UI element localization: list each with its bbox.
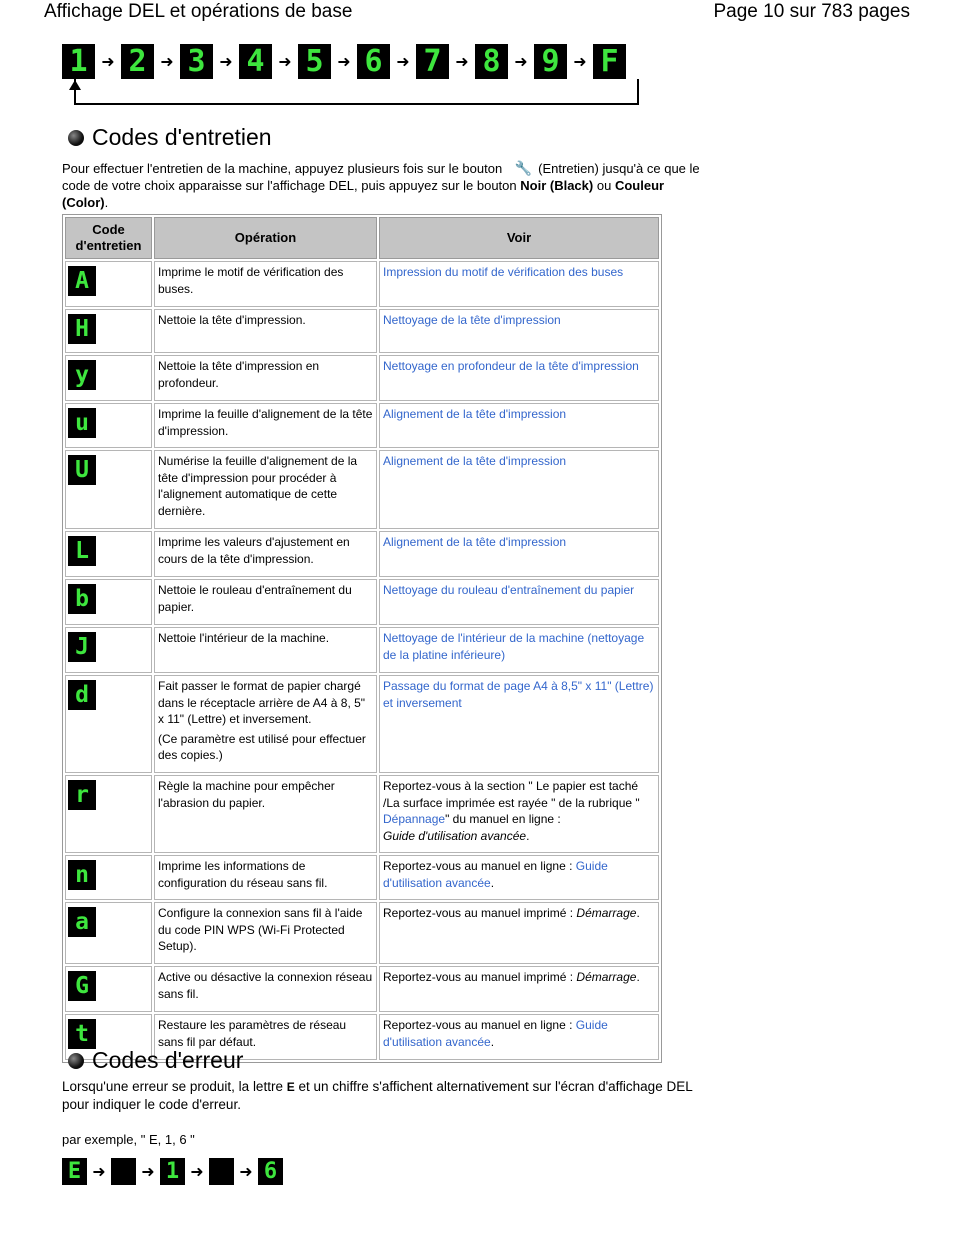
code-cell [65, 966, 152, 1012]
led-digit: E [62, 1158, 87, 1185]
code-cell [65, 579, 152, 625]
table-header-row [65, 217, 659, 259]
maintenance-code-led: a [68, 907, 96, 937]
see-text: Reportez-vous au manuel en ligne : [383, 1018, 573, 1032]
maintenance-code-led: U [68, 455, 96, 485]
led-digit: 1 [62, 44, 95, 79]
table-row [65, 403, 659, 448]
table-row [65, 450, 659, 529]
arrow-right-icon: ➜ [514, 53, 528, 71]
operation-cell [154, 675, 377, 773]
maintenance-code-led: L [68, 536, 96, 566]
maintenance-code-led: u [68, 408, 96, 438]
code-cell [65, 355, 152, 401]
bullet-icon [68, 130, 84, 146]
table-row [65, 579, 659, 625]
see-end: . [526, 828, 530, 843]
maintenance-code-led: A [68, 266, 96, 296]
operation-cell [154, 855, 377, 900]
see-end: . [490, 1034, 495, 1049]
see-link[interactable]: Nettoyage de la tête d'impression [383, 313, 561, 327]
page-header-title: Affichage DEL et opérations de base [44, 1, 353, 22]
operation-text: Imprime le motif de vérification des buses. [158, 265, 344, 296]
see-text: Reportez-vous au manuel en ligne : [383, 859, 573, 873]
table-row [65, 966, 659, 1012]
see-cell [379, 579, 659, 625]
error-title-text: Codes d'erreur [92, 1047, 244, 1073]
code-cell [65, 450, 152, 529]
operation-cell [154, 966, 377, 1012]
maintenance-section-title [68, 124, 272, 151]
operation-cell [154, 775, 377, 853]
maintenance-code-led: d [68, 680, 96, 710]
see-cell [379, 450, 659, 529]
code-cell [65, 902, 152, 964]
arrow-right-icon: ➜ [160, 53, 174, 71]
maintenance-code-led: J [68, 632, 96, 662]
see-cell [379, 902, 659, 964]
code-cell [65, 627, 152, 673]
arrow-right-icon: ➜ [396, 53, 410, 71]
see-text: " du manuel en ligne : [445, 812, 561, 826]
led-digit: 1 [160, 1158, 185, 1185]
operation-cell [154, 309, 377, 353]
table-row [65, 531, 659, 577]
led-digit: 8 [475, 44, 508, 79]
operation-text: Règle la machine pour empêcher l'abrasion du papier. [158, 779, 335, 810]
maintenance-code-led: H [68, 314, 96, 344]
see-end: . [636, 906, 640, 920]
see-link[interactable]: Nettoyage du rouleau d'entraînement du papier [383, 583, 635, 597]
operation-cell [154, 355, 377, 401]
see-link[interactable]: Passage du format de page A4 à 8,5" x 11" (Lettre) et inversement [383, 679, 654, 710]
arrow-right-icon: ➜ [190, 1163, 204, 1181]
see-cell [379, 403, 659, 448]
arrow-right-icon: ➜ [239, 1163, 253, 1181]
manual-name: Démarrage [576, 906, 637, 920]
led-digit: 6 [258, 1158, 283, 1185]
operation-text: Imprime les informations de configuration du réseau sans fil. [158, 859, 328, 890]
table-row [65, 309, 659, 353]
see-link[interactable]: Impression du motif de vérification des buses [383, 265, 624, 279]
see-link[interactable]: Nettoyage de l'intérieur de la machine (nettoyage de la platine inférieure) [383, 631, 645, 662]
see-link[interactable]: Alignement de la tête d'impression [383, 535, 567, 549]
maintenance-codes-table [62, 214, 662, 1063]
maintenance-code-led: r [68, 780, 96, 810]
arrow-right-icon: ➜ [92, 1163, 106, 1181]
loop-arrow-head [69, 80, 81, 90]
maintenance-intro: Pour effectuer l'entretien de la machine, appuyez plusieurs fois sur le bouton 🔧 (Entretien) jusqu'à ce que le code de votre choix apparaisse sur l'affichage DEL, puis appuyez sur le bouton Noir (Black) ou Couleur (Color). [62, 160, 700, 210]
table-row [65, 261, 659, 307]
led-digit: 4 [239, 44, 272, 79]
see-text: Reportez-vous à la section " Le papier est taché /La surface imprimée est rayée " de la rubrique " [383, 779, 640, 810]
maintenance-code-led: G [68, 971, 96, 1001]
see-cell [379, 966, 659, 1012]
operation-text: Imprime les valeurs d'ajustement en cours de la tête d'impression. [158, 535, 350, 566]
code-cell [65, 531, 152, 577]
operation-cell [154, 579, 377, 625]
manual-name: Guide d'utilisation avancée [383, 828, 527, 843]
see-cell [379, 627, 659, 673]
operation-cell [154, 403, 377, 448]
see-cell [379, 531, 659, 577]
operation-text: Configure la connexion sans fil à l'aide du code PIN WPS (Wi-Fi Protected Setup). [158, 906, 363, 953]
led-digit: 2 [121, 44, 154, 79]
error-intro: Lorsqu'une erreur se produit, la lettre E et un chiffre s'affichent alternativement sur l'écran d'affichage DEL pour indiquer le code d'erreur. [62, 1079, 693, 1112]
led-digit [209, 1158, 234, 1185]
error-letter: E [286, 1080, 295, 1094]
led-digit: F [593, 44, 626, 79]
see-cell [379, 855, 659, 900]
maintenance-icon: 🔧 [514, 160, 532, 176]
page-number: Page 10 sur 783 pages [713, 1, 910, 22]
see-cell [379, 1014, 659, 1060]
see-end: . [636, 970, 640, 984]
operation-text: Nettoie la tête d'impression en profondeur. [158, 359, 320, 390]
manual-name: Démarrage [576, 970, 637, 984]
table-row [65, 855, 659, 900]
maintenance-code-led: y [68, 360, 96, 390]
operation-text: Fait passer le format de papier chargé dans le réceptacle arrière de A4 à 8, 5" x 11" (Lettre) et inversement. [158, 679, 366, 726]
operation-text: Imprime la feuille d'alignement de la tête d'impression. [158, 407, 373, 438]
code-cell [65, 855, 152, 900]
header-operation: Opération [154, 217, 377, 259]
operation-text: Nettoie le rouleau d'entraînement du papier. [158, 583, 352, 614]
see-cell [379, 775, 659, 853]
maintenance-code-led: t [68, 1019, 96, 1049]
maintenance-title-text: Codes d'entretien [92, 124, 272, 150]
see-end: . [490, 875, 495, 890]
led-sequence-diagram [62, 44, 626, 79]
operation-note: (Ce paramètre est utilisé pour effectuer des copies.) [158, 731, 366, 762]
arrow-right-icon: ➜ [101, 53, 115, 71]
maintenance-code-led: n [68, 860, 96, 890]
see-cell [379, 675, 659, 773]
table-row [65, 675, 659, 773]
see-text: Reportez-vous au manuel imprimé : [383, 906, 574, 920]
led-digit [111, 1158, 136, 1185]
led-digit: 9 [534, 44, 567, 79]
led-digit: 5 [298, 44, 331, 79]
led-digit: 7 [416, 44, 449, 79]
operation-cell [154, 450, 377, 529]
led-digit: 3 [180, 44, 213, 79]
operation-text: Nettoie la tête d'impression. [158, 313, 306, 327]
arrow-right-icon: ➜ [219, 53, 233, 71]
operation-text: Restaure les paramètres de réseau sans fil par défaut. [158, 1018, 347, 1049]
table-row [65, 627, 659, 673]
table-row [65, 355, 659, 401]
header-see: Voir [379, 217, 659, 259]
see-link[interactable]: Dépannage [383, 812, 446, 826]
see-link[interactable]: Guide d'utilisation avancée [383, 859, 608, 890]
table-row [65, 902, 659, 964]
code-cell [65, 309, 152, 353]
led-digit: 6 [357, 44, 390, 79]
code-cell [65, 403, 152, 448]
see-link[interactable]: Guide d'utilisation avancée [383, 1018, 608, 1049]
arrow-right-icon: ➜ [278, 53, 292, 71]
see-link[interactable]: Nettoyage en profondeur de la tête d'impression [383, 359, 639, 373]
operation-text: Active ou désactive la connexion réseau sans fil. [158, 970, 373, 1001]
error-led-sequence [62, 1158, 283, 1185]
maintenance-code-led: b [68, 584, 96, 614]
arrow-right-icon: ➜ [455, 53, 469, 71]
see-link[interactable]: Alignement de la tête d'impression [383, 407, 567, 421]
operation-text: Nettoie l'intérieur de la machine. [158, 631, 330, 645]
header-code: Code d'entretien [65, 217, 152, 259]
error-example: par exemple, " E, 1, 6 " [62, 1132, 195, 1147]
see-text: Reportez-vous au manuel imprimé : [383, 970, 574, 984]
arrow-right-icon: ➜ [337, 53, 351, 71]
code-cell [65, 261, 152, 307]
bullet-icon [68, 1053, 84, 1069]
code-cell [65, 775, 152, 853]
code-cell [65, 675, 152, 773]
arrow-right-icon: ➜ [573, 53, 587, 71]
operation-cell [154, 627, 377, 673]
see-link[interactable]: Alignement de la tête d'impression [383, 454, 567, 468]
error-section-title [68, 1047, 243, 1074]
loop-return-line [74, 79, 639, 105]
arrow-right-icon: ➜ [141, 1163, 155, 1181]
see-cell [379, 261, 659, 307]
operation-cell [154, 531, 377, 577]
operation-text: Numérise la feuille d'alignement de la tête d'impression pour procéder à l'alignement automatique de cette dernière. [158, 454, 358, 518]
see-cell [379, 355, 659, 401]
operation-cell [154, 902, 377, 964]
see-cell [379, 309, 659, 353]
operation-cell [154, 261, 377, 307]
table-row [65, 775, 659, 853]
